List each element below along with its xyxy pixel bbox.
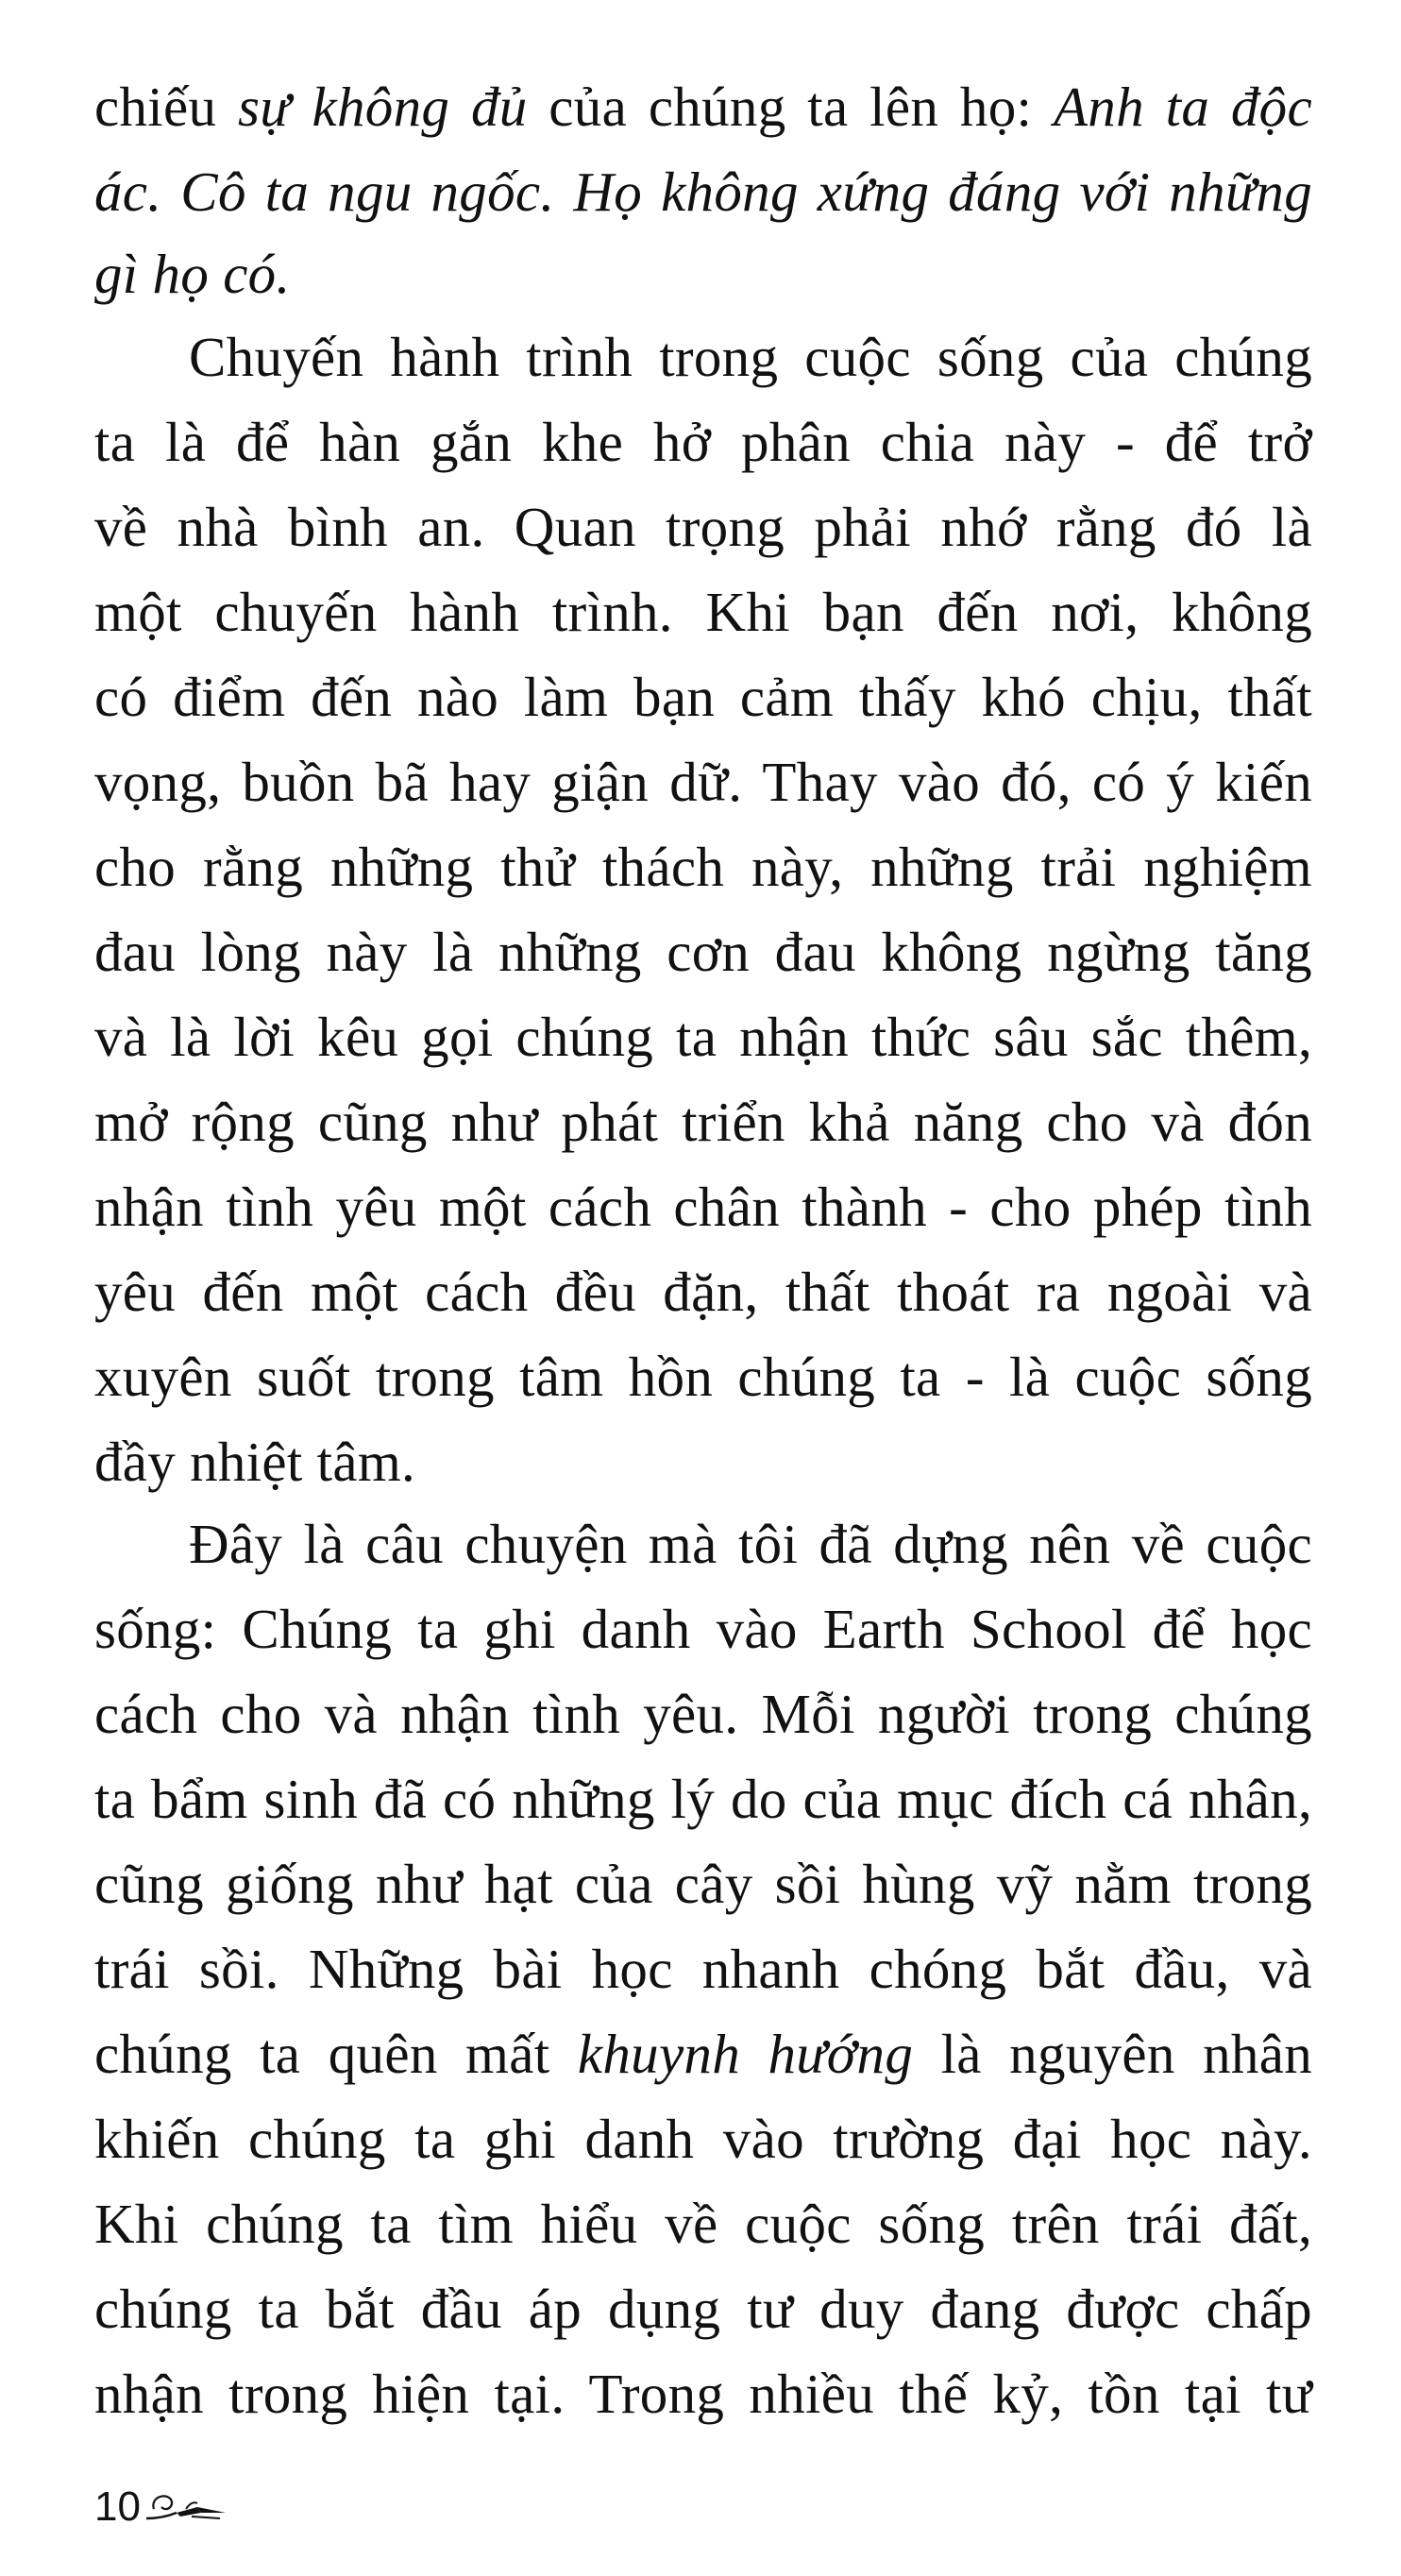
text-segment: ta là để hàn gắn khe hở phân chia này - để trở (94, 411, 1312, 473)
text-line (94, 2351, 1312, 2436)
text-segment: và là lời kêu gọi chúng ta nhận thức sâu sắc thêm, (94, 1006, 1312, 1068)
italic-text: gì họ có. (94, 243, 291, 305)
text-line (94, 654, 1312, 739)
text-segment: có điểm đến nào làm bạn cảm thấy khó chịu, thất (94, 666, 1312, 728)
text-segment: đau lòng này là những cơn đau không ngừng tăng (94, 921, 1312, 983)
text-line (94, 739, 1312, 824)
text-segment: của chúng ta lên họ: (527, 76, 1054, 138)
text-line (94, 2266, 1312, 2351)
text-line (94, 399, 1312, 484)
text-line (94, 231, 1312, 316)
text-line (94, 824, 1312, 909)
text-segment: Đây là câu chuyện mà tôi đã dựng nên về cuộc (189, 1513, 1312, 1575)
text-segment: Khi chúng ta tìm hiểu về cuộc sống trên trái đất, (94, 2193, 1312, 2255)
text-line (94, 909, 1312, 994)
text-line (94, 1586, 1312, 1671)
text-line (94, 1671, 1312, 1756)
text-segment: nhận trong hiện tại. Trong nhiều thế kỷ, tồn tại tư (94, 2363, 1312, 2425)
text-segment: nhận tình yêu một cách chân thành - cho phép tình (94, 1176, 1312, 1238)
text-line (94, 2181, 1312, 2266)
pen-nib-flourish-icon (144, 2484, 229, 2527)
italic-text: Anh ta độc (1053, 76, 1312, 138)
text-segment: khiến chúng ta ghi danh vào trường đại học này. (94, 2108, 1312, 2170)
text-line (94, 994, 1312, 1079)
text-line (94, 1334, 1312, 1419)
text-line (94, 1164, 1312, 1249)
text-segment: vọng, buồn bã hay giận dữ. Thay vào đó, có ý kiến (94, 751, 1312, 813)
italic-text: ác. Cô ta ngu ngốc. Họ không xứng đáng với những (94, 161, 1312, 223)
text-segment: đầy nhiệt tâm. (94, 1431, 416, 1493)
text-segment: trái sồi. Những bài học nhanh chóng bắt đầu, và (94, 1938, 1312, 2000)
page-footer (94, 2455, 229, 2531)
text-line (94, 2096, 1312, 2181)
text-line (94, 64, 1312, 149)
text-segment: chiếu (94, 76, 239, 138)
text-line (94, 1756, 1312, 1841)
text-segment: là nguyên nhân (913, 2023, 1312, 2085)
text-segment: Chuyến hành trình trong cuộc sống của chúng (189, 326, 1312, 388)
page-number: 10 (94, 2483, 141, 2530)
text-line (94, 2011, 1312, 2096)
text-line (94, 149, 1312, 234)
text-segment: cho rằng những thử thách này, những trải nghiệm (94, 836, 1312, 898)
text-line (94, 1079, 1312, 1164)
text-segment: ta bẩm sinh đã có những lý do của mục đích cá nhân, (94, 1768, 1312, 1830)
text-segment: một chuyến hành trình. Khi bạn đến nơi, không (94, 581, 1312, 643)
text-segment: mở rộng cũng như phát triển khả năng cho và đón (94, 1091, 1312, 1153)
text-line (94, 1926, 1312, 2011)
text-segment: sống: Chúng ta ghi danh vào Earth School để học (94, 1598, 1312, 1660)
text-segment: xuyên suốt trong tâm hồn chúng ta - là cuộc sống (94, 1346, 1312, 1408)
text-segment: chúng ta bắt đầu áp dụng tư duy đang được chấp (94, 2278, 1312, 2340)
text-segment: cũng giống như hạt của cây sồi hùng vỹ nằm trong (94, 1853, 1312, 1915)
text-segment: yêu đến một cách đều đặn, thất thoát ra ngoài và (94, 1261, 1312, 1323)
italic-text: khuynh hướng (577, 2023, 914, 2085)
text-line (94, 1841, 1312, 1926)
text-line (94, 569, 1312, 654)
text-line (94, 484, 1312, 569)
text-line (189, 314, 1312, 399)
text-segment: chúng ta quên mất (94, 2023, 578, 2085)
text-line (189, 1501, 1312, 1586)
italic-text: sự không đủ (238, 76, 528, 138)
text-segment: cách cho và nhận tình yêu. Mỗi người trong chúng (94, 1683, 1312, 1745)
text-segment: về nhà bình an. Quan trọng phải nhớ rằng đó là (94, 496, 1312, 558)
text-line (94, 1419, 1312, 1504)
text-line (94, 1249, 1312, 1334)
